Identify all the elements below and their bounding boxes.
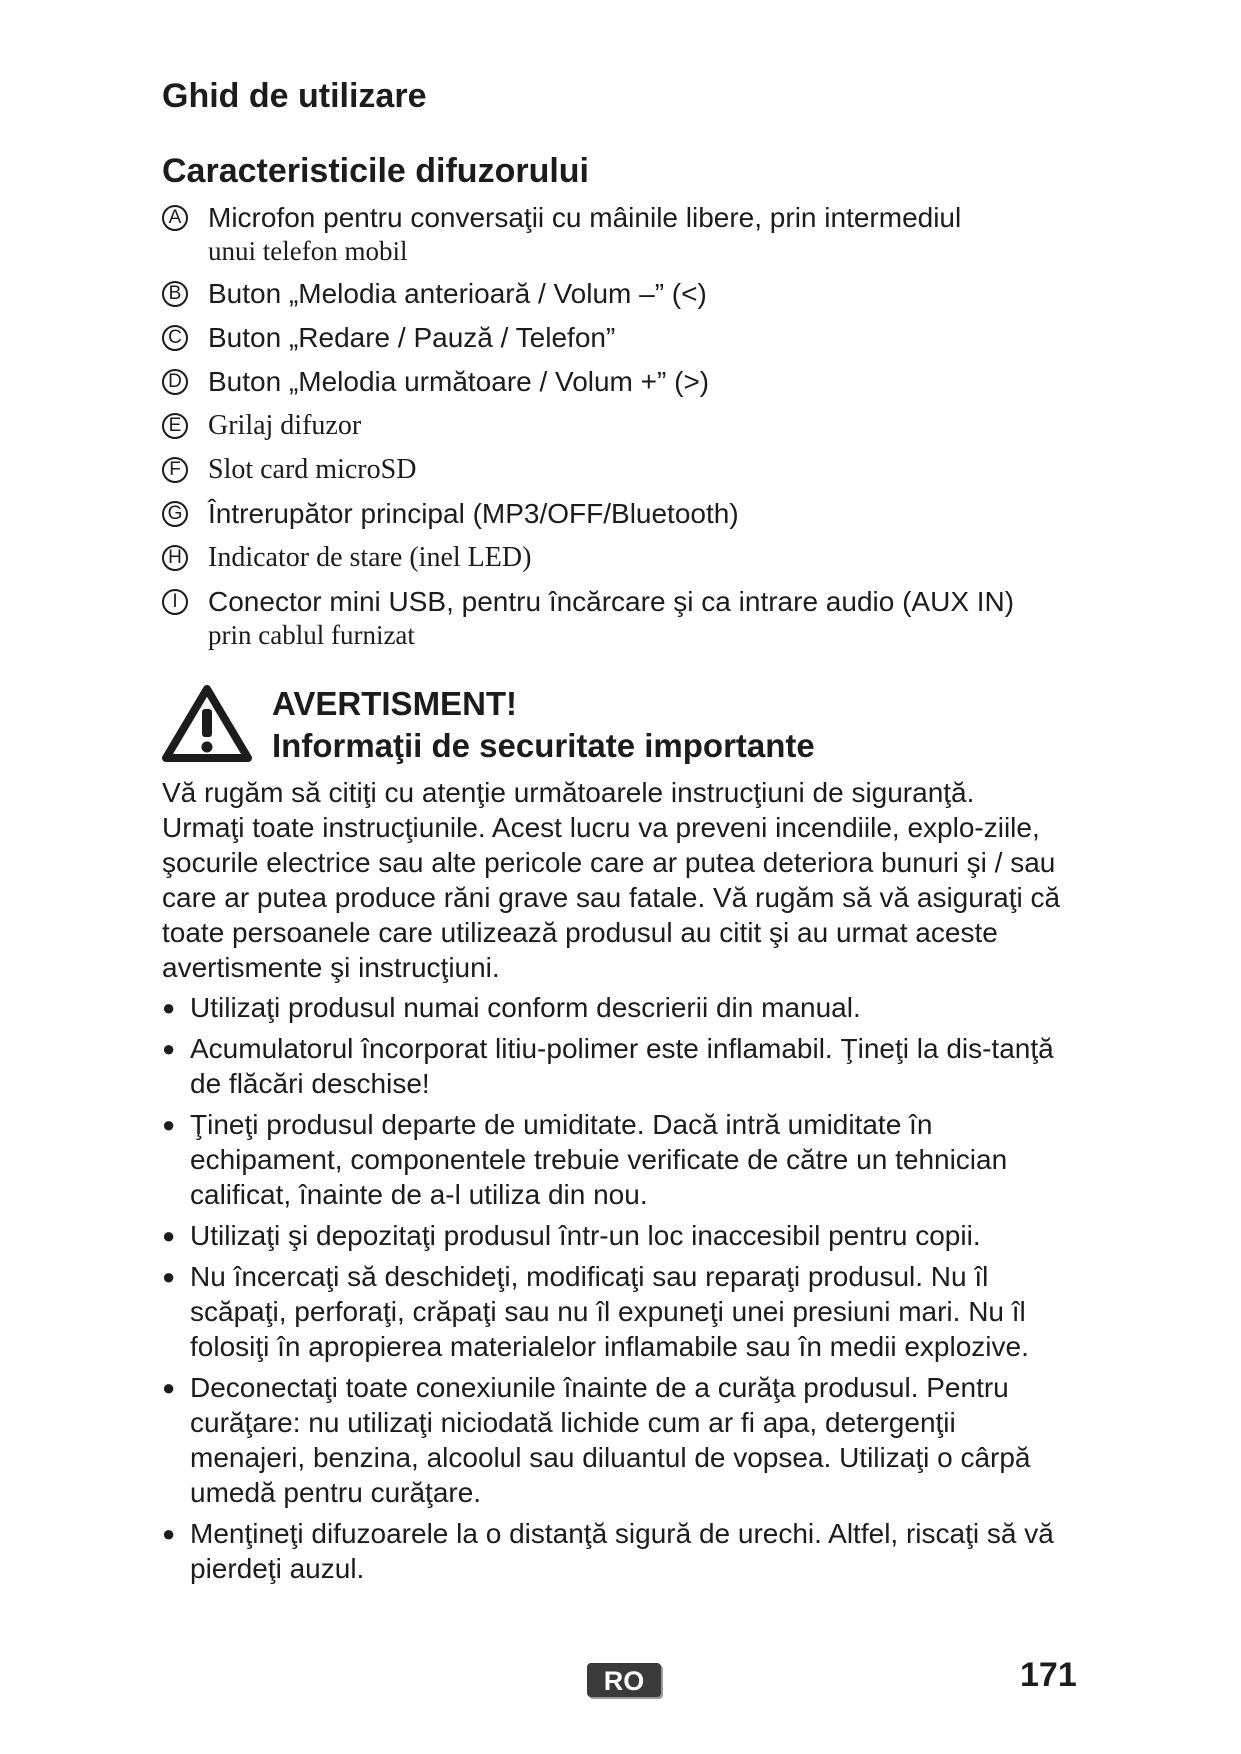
feature-text: Grilaj difuzor: [208, 410, 362, 441]
feature-text: Slot card microSD: [208, 454, 417, 485]
warning-title: AVERTISMENT!: [272, 685, 518, 722]
safety-bullet: ● Nu încercaţi să deschideţi, modificaţi sau reparaţi produsul. Nu îl scăpaţi, perforaţi, crăpaţi sau nu îl expuneţi unei presiuni mari. Nu îl folosiţi în apropierea materialelor inflamabile sau în medii explozive.: [162, 1259, 1062, 1364]
letter-b-badge: B: [162, 281, 188, 307]
feature-text-continued: prin cablul furnizat: [208, 620, 415, 650]
feature-text: Buton „Melodia următoare / Volum +” (>): [208, 366, 710, 397]
safety-bullet: ● Acumulatorul încorporat litiu-polimer este inflamabil. Ţineţi la dis-tanţă de flăcări deschise!: [162, 1031, 1062, 1101]
feature-text: Buton „Redare / Pauză / Telefon”: [208, 322, 616, 353]
safety-bullet: ● Ţineţi produsul departe de umiditate. Dacă intră umiditate în echipament, componentele trebuie verificate de către un tehnician calificat, înainte de a-l utiliza din nou.: [162, 1107, 1062, 1212]
language-badge: RO: [587, 1663, 661, 1697]
feature-text: Buton „Melodia anterioară / Volum –” (<): [208, 278, 707, 309]
feature-text: Întrerupător principal (MP3/OFF/Bluetooth): [208, 498, 739, 529]
feature-item-f: [162, 453, 1082, 487]
feature-item-b: [162, 277, 1082, 311]
page-title: Ghid de utilizare: [162, 77, 427, 115]
warning-header: [162, 683, 1062, 783]
safety-bullet-list: [162, 990, 1062, 1592]
feature-item-a: [162, 201, 1082, 267]
letter-a-badge: A: [162, 205, 188, 231]
feature-text: Microfon pentru conversaţii cu mâinile libere, prin intermediul: [208, 202, 962, 233]
feature-item-g: [162, 497, 1082, 531]
letter-e-badge: E: [162, 413, 188, 439]
feature-item-d: [162, 365, 1082, 399]
warning-triangle-icon: [162, 683, 252, 763]
features-list: [162, 201, 1082, 661]
feature-text: Conector mini USB, pentru încărcare şi ca intrare audio (AUX IN): [208, 586, 1015, 617]
letter-h-badge: H: [162, 545, 188, 571]
letter-c-badge: C: [162, 325, 188, 351]
warning-subtitle: Informaţii de securitate importante: [272, 727, 815, 764]
warning-intro-paragraph: Vă rugăm să citiţi cu atenţie următoarele instrucţiuni de siguranţă. Urmaţi toate instrucţiunile. Acest lucru va preveni incendiile, explo-ziile, şocurile electrice sau alte pericole care ar putea deteriora bunuri şi / sau care ar putea produce răni grave sau fatale. Vă rugăm să vă asiguraţi că toate persoanele care utilizează produsul au citit şi au urmat aceste avertismente şi instrucţiuni.: [162, 777, 1061, 983]
safety-bullet: ● Utilizaţi şi depozitaţi produsul într-un loc inaccesibil pentru copii.: [162, 1218, 1062, 1253]
feature-item-c: [162, 321, 1082, 355]
feature-item-e: [162, 409, 1082, 443]
feature-item-h: [162, 541, 1082, 575]
letter-d-badge: D: [162, 369, 188, 395]
letter-g-badge: G: [162, 501, 188, 527]
safety-bullet: ● Utilizaţi produsul numai conform descrierii din manual.: [162, 990, 1062, 1025]
page-number: 171: [1020, 1656, 1077, 1694]
feature-text: Indicator de stare (inel LED): [208, 542, 532, 573]
safety-bullet: ● Deconectaţi toate conexiunile înainte de a curăţa produsul. Pentru curăţare: nu utilizaţi niciodată lichide cum ar fi apa, detergenţii menajeri, benzina, alcoolul sau diluantul de vopsea. Utilizaţi o cârpă umedă pentru curăţare.: [162, 1370, 1062, 1510]
feature-text-continued: unui telefon mobil: [208, 236, 408, 266]
safety-bullet: ● Menţineţi difuzoarele la o distanţă sigură de urechi. Altfel, riscaţi să vă pierdeţi auzul.: [162, 1516, 1062, 1586]
features-heading: Caracteristicile difuzorului: [162, 152, 589, 190]
letter-i-badge: I: [162, 589, 188, 615]
feature-item-i: [162, 585, 1082, 651]
letter-f-badge: F: [162, 457, 188, 483]
